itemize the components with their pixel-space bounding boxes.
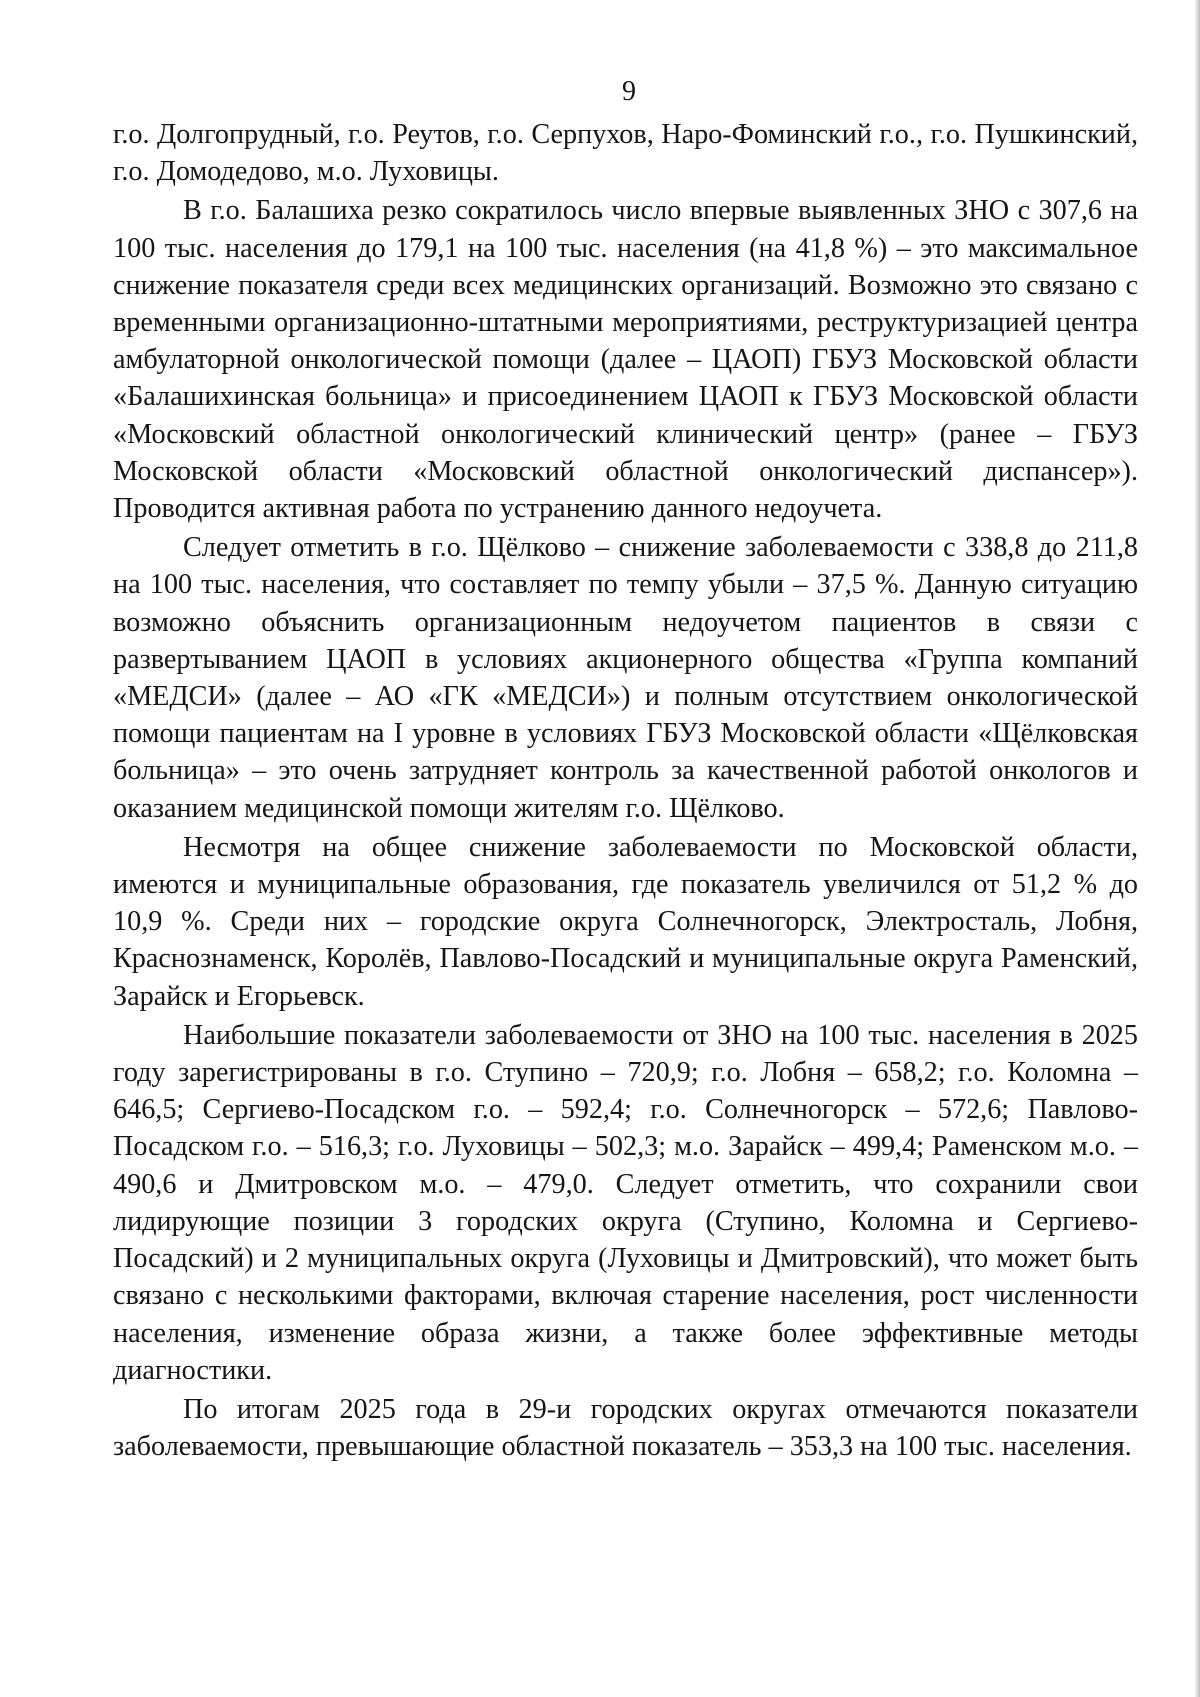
paragraph-highest-rates: Наибольшие показатели заболеваемости от ЗНО на 100 тыс. населения в 2025 году зарегистрированы в г.о. Ступино – 720,9; г.о. Лобня – 658,2; г.о. Коломна – 646,5; Сергиево-Посадском г.о. – 592,4; г.о. Солнечногорск – 572,6; Павлово-Посадском г.о. – 516,3; г.о. Луховицы – 502,3; м.о. Зарайск – 499,4; Раменском м.о. – 490,6 и Дмитровском м.о. – 479,0. Следует отметить, что сохранили свои лидирующие позиции 3 городских округа (Ступино, Коломна и Сергиево-Посадский) и 2 муниципальных округа (Луховицы и Дмитровский), что может быть связано с несколькими факторами, включая старение населения, рост численности населения, изменение образа жизни, а также более эффективные методы диагностики. <box>113 1019 1138 1386</box>
scan-edge <box>1194 0 1200 1697</box>
paragraph-summary: По итогам 2025 года в 29-и городских округах отмечаются показатели заболеваемости, превышающие областной показатель – 353,3 на 100 тыс. населения. <box>113 1393 1138 1463</box>
paragraph-shchelkovo: Следует отметить в г.о. Щёлково – снижение заболеваемости с 338,8 до 211,8 на 100 тыс. населения, что составляет по темпу убыли – 37,5 %. Данную ситуацию возможно объяснить организационным недоучетом пациентов в связи с развертыванием ЦАОП в условиях акционерного общества «Группа компаний «МЕДСИ» (далее – АО «ГК «МЕДСИ») и полным отсутствием онкологической помощи пациентам на I уровне в условиях ГБУЗ Московской области «Щёлковская больница» – это очень затрудняет контроль за качественной работой онкологов и оказанием медицинской помощи жителям г.о. Щёлково. <box>113 532 1138 824</box>
paragraph-continuation: г.о. Долгопрудный, г.о. Реутов, г.о. Серпухов, Наро-Фоминский г.о., г.о. Пушкинский, г.о. Домодедово, м.о. Луховицы. <box>113 119 1138 188</box>
document-body <box>113 116 1138 1465</box>
paragraph-balashikha: В г.о. Балашиха резко сократилось число впервые выявленных ЗНО с 307,6 на 100 тыс. населения до 179,1 на 100 тыс. населения (на 41,8 %) – это максимальное снижение показателя среди всех медицинских организаций. Возможно это связано с временными организационно-штатными мероприятиями, реструктуризацией центра амбулаторной онкологической помощи (далее – ЦАОП) ГБУЗ Московской области «Балашихинская больница» и присоединением ЦАОП к ГБУЗ Московской области «Московский областной онкологический клинический центр» (ранее – ГБУЗ Московской области «Московский областной онкологический диспансер»). Проводится активная работа по устранению данного недоучета. <box>113 195 1138 525</box>
page-number: 9 <box>622 76 636 107</box>
paragraph-increase: Несмотря на общее снижение заболеваемости по Московской области, имеются и муниципальные образования, где показатель увеличился от 51,2 % до 10,9 %. Среди них – городские округа Солнечногорск, Электросталь, Лобня, Краснознаменск, Королёв, Павлово-Посадский и муниципальные округа Раменский, Зарайск и Егорьевск. <box>113 831 1138 1012</box>
